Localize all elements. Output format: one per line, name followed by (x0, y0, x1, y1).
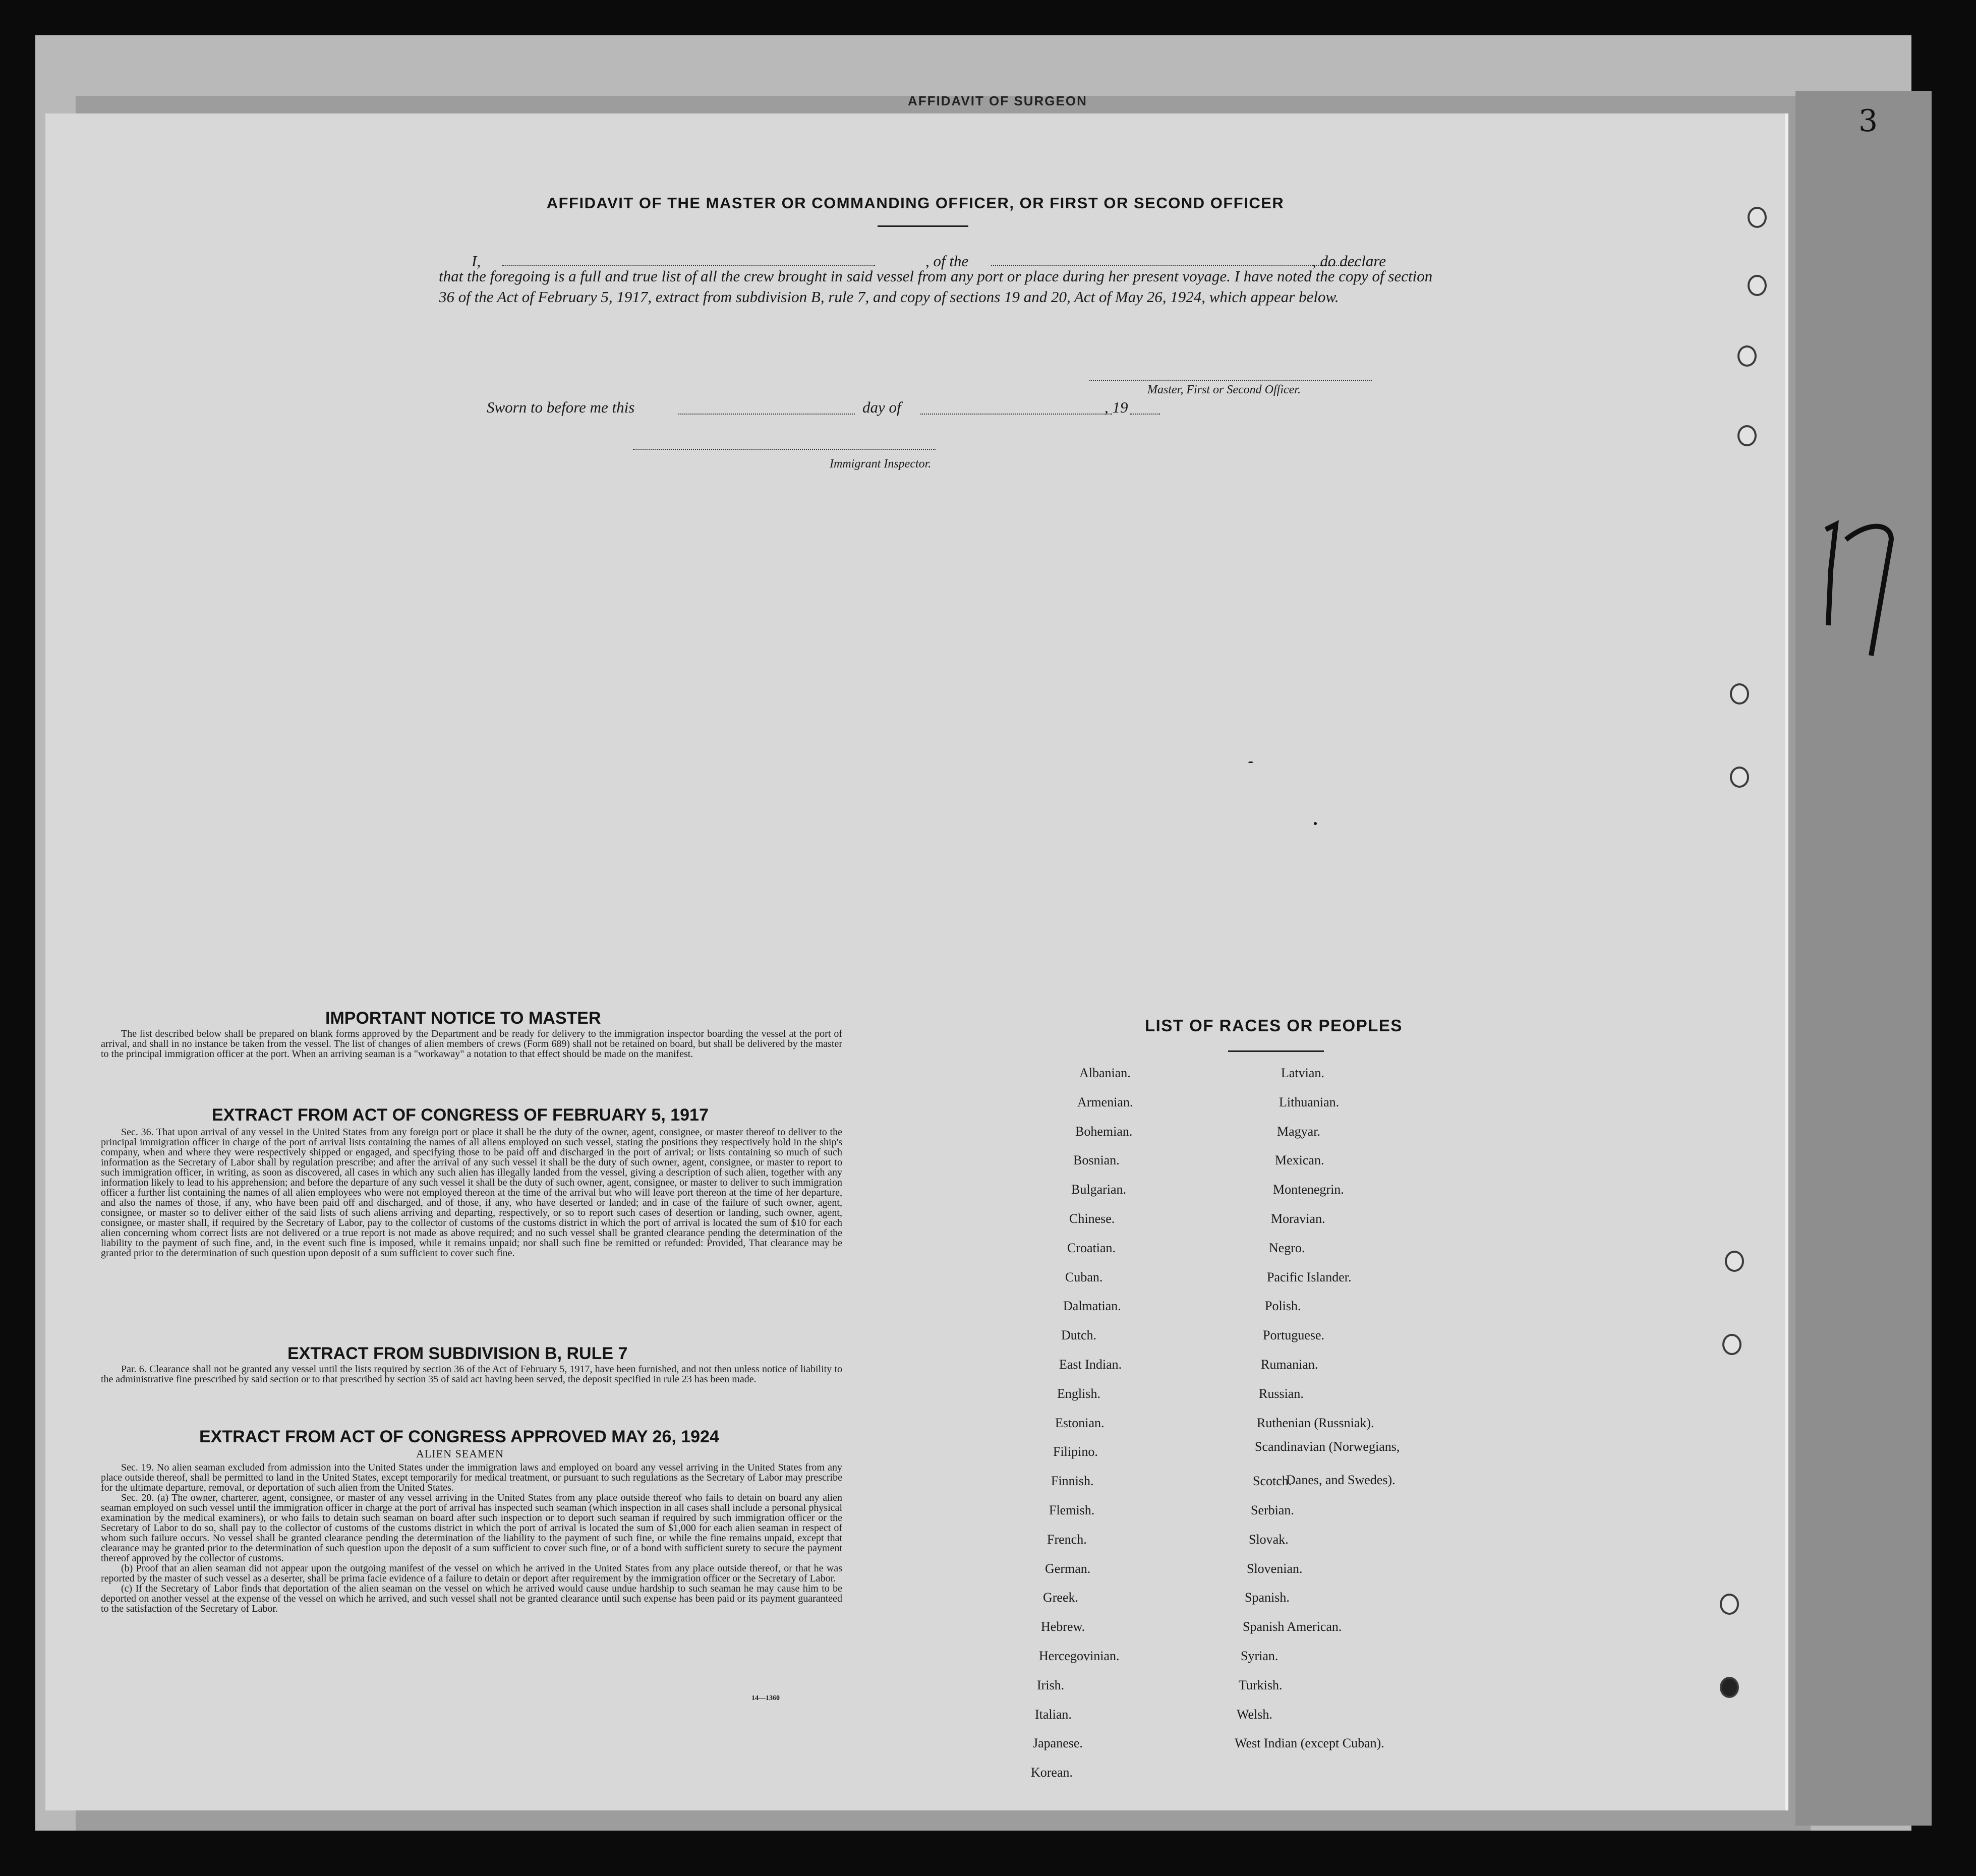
race-item: Hebrew. (1041, 1619, 1085, 1634)
sworn-year-blank[interactable] (1130, 414, 1160, 415)
race-item: Montenegrin. (1273, 1182, 1344, 1197)
handwritten-scribble (1816, 509, 1906, 661)
punch-hole (1720, 1594, 1739, 1615)
paragraph-6: Par. 6. Clearance shall not be granted any vessel until the lists required by section 36 of the Act of February 5, 1917, have been furnished, and not then unless notice of liability to the administrative fine prescribed by said section or to that prescribed by section 35 of said act having been served, the deposit specified in rule 23 has been made. (101, 1364, 842, 1385)
race-item: Dalmatian. (1063, 1299, 1121, 1313)
race-item: Negro. (1269, 1241, 1305, 1255)
race-item: Greek. (1043, 1590, 1079, 1605)
extract-1924-text (101, 1462, 842, 1614)
section-19-paragraph: Sec. 19. No alien seaman excluded from admission into the United States under the immigration laws and employed on board any vessel arriving in the United States from any place outside thereof, shall be permitted to land in the United States, except temporarily for medical treatment, or pursuant to such regulations as the Secretary of Labor may prescribe for the ultimate departure, removal, or deportation of such alien from the United States. (101, 1462, 842, 1493)
race-item: Polish. (1265, 1299, 1301, 1313)
back-page-title: AFFIDAVIT OF SURGEON (908, 93, 1087, 108)
extract-1917-heading: EXTRACT FROM ACT OF CONGRESS OF FEBRUARY 5, 1917 (212, 1105, 709, 1125)
affidavit-i-label: I, (472, 252, 481, 270)
race-item: East Indian. (1059, 1357, 1122, 1372)
day-of-label: day of (862, 398, 901, 416)
race-item: Rumanian. (1261, 1357, 1318, 1372)
race-item: Flemish. (1049, 1503, 1095, 1517)
race-item: Pacific Islander. (1267, 1270, 1352, 1284)
punch-hole (1737, 345, 1757, 367)
notice-text (101, 1029, 842, 1059)
punch-hole (1722, 1334, 1741, 1355)
master-signature-line[interactable] (1089, 380, 1372, 381)
sworn-day-blank[interactable] (678, 414, 855, 415)
document-sheet (45, 113, 1788, 1810)
race-item: Hercegovinian. (1039, 1649, 1120, 1663)
sworn-label: Sworn to before me this (487, 398, 635, 416)
race-item: Croatian. (1067, 1241, 1116, 1255)
race-item: German. (1045, 1561, 1091, 1576)
race-item: Cuban. (1065, 1270, 1103, 1284)
race-item: Japanese. (1033, 1736, 1083, 1750)
race-item: Bohemian. (1075, 1124, 1133, 1139)
race-item: Armenian. (1077, 1095, 1133, 1109)
race-item: Bosnian. (1073, 1153, 1120, 1167)
race-item: Danes, and Swedes). (1286, 1473, 1396, 1487)
extract-1917-text (101, 1127, 842, 1258)
notice-paragraph: The list described below shall be prepared on blank forms approved by the Department and be ready for delivery to the immigration inspector boarding the vessel at the port of arrival, and shall in no instance be taken from the vessel. The list of changes of alien members of crews (Form 689) shall not be retained on board, but shall be delivered by the master to the principal immigration officer at the port. When an arriving seaman is a "workaway" a notation to that effect should be made on the manifest. (101, 1028, 842, 1060)
affidavit-declare-label: , do declare (1312, 252, 1386, 270)
punch-hole (1730, 683, 1749, 705)
race-item: Estonian. (1055, 1416, 1105, 1430)
form-number: 14—1360 (751, 1694, 780, 1702)
extract-1924-heading: EXTRACT FROM ACT OF CONGRESS APPROVED MAY 26, 1924 (199, 1427, 719, 1446)
race-item: Lithuanian. (1279, 1095, 1340, 1109)
back-page-edge (1795, 91, 1932, 1826)
master-signature-caption: Master, First or Second Officer. (1147, 383, 1301, 396)
punch-hole (1737, 425, 1757, 446)
race-item: Turkish. (1239, 1678, 1283, 1692)
race-item: Moravian. (1271, 1211, 1325, 1226)
alien-seamen-subheading: ALIEN SEAMEN (416, 1447, 504, 1460)
inspector-signature-line[interactable] (633, 449, 936, 450)
race-item: West Indian (except Cuban). (1235, 1736, 1384, 1750)
section-36-paragraph: Sec. 36. That upon arrival of any vessel in the United States from any foreign port or place it shall be the duty of the owner, agent, consignee, or master thereof to deliver to the principal immigration officer in charge of the port of arrival lists containing the names of all aliens employed on such vessel, stating the positions they respectively hold in the ship's company, when and where they were respectively shipped or engaged, and specifying those to be paid off and discharged in the port of arrival; or lists containing so much of such information as the Secretary of Labor shall by regulation prescribe; and after the arrival of any such vessel it shall be the duty of such owner, agent, consignee, or master to report to such immigration officer, in writing, as soon as discovered, all cases in which any such alien has illegally landed from the vessel, giving a description of such alien, together with any information likely to lead to his apprehension; and before the departure of any such vessel it shall be the duty of such owner, agent, consignee, or master to deliver to such immigration officer a further list containing the names of all alien employees who were not employed thereon at the time of the arrival but who will leave port thereon at the time of her departure, and also the names of those, if any, who have been paid off and discharged, and of those, if any, who have deserted or landed; and in case of the failure of such owner, agent, consignee, or master so to deliver either of the said lists of such aliens arriving and departing, respectively, or so to report such cases of desertion or landing, such owner, agent, consignee, or master shall, if required by the Secretary of Labor, pay to the collector of customs of the customs district in which the port of arrival is located the sum of $10 for each alien concerning whom correct lists are not delivered or a true report is not made as above required; and no such vessel shall be granted clearance pending the determination of the liability to the payment of such fine, and, in the event such fine is imposed, while it remains unpaid; nor shall such fine be remitted or refunded: Provided, That clearance may be granted prior to the determination of such question upon deposit of a sum sufficient to cover such fine. (101, 1127, 842, 1259)
race-item: Italian. (1035, 1707, 1072, 1722)
section-20c-paragraph: (c) If the Secretary of Labor finds that deportation of the alien seaman on the vessel on which he arrived would cause undue hardship to such seaman he may cause him to be deported on another vessel at the expense of the vessel on which he arrived, and such vessel shall not be granted clearance until such expense has been paid or its payment guaranteed to the satisfaction of the Secretary of Labor. (101, 1583, 842, 1614)
punch-hole (1725, 1251, 1744, 1272)
affidavit-of-the-label: , of the (925, 252, 969, 270)
inspector-signature-caption: Immigrant Inspector. (830, 457, 932, 471)
paper-speck (1314, 822, 1317, 825)
race-item: Slovak. (1249, 1532, 1289, 1547)
year-label: , 19 (1105, 398, 1128, 416)
punch-hole (1720, 1677, 1739, 1698)
race-item: Syrian. (1241, 1649, 1278, 1663)
affidavit-title: AFFIDAVIT OF THE MASTER OR COMMANDING OFFICER, OR FIRST OR SECOND OFFICER (546, 194, 1285, 212)
race-item: Ruthenian (Russniak). (1257, 1416, 1374, 1430)
race-item: Latvian. (1281, 1066, 1324, 1080)
race-item: Spanish American. (1243, 1619, 1342, 1634)
race-item: Scotch. (1253, 1474, 1292, 1488)
races-title-rule (1228, 1050, 1324, 1052)
race-item: Filipino. (1053, 1444, 1098, 1459)
race-item: Korean. (1031, 1765, 1073, 1780)
race-item: French. (1047, 1532, 1087, 1547)
extract-rule7-text (101, 1364, 842, 1384)
title-rule (878, 225, 968, 227)
race-item: Welsh. (1237, 1707, 1272, 1722)
race-item: Russian. (1259, 1386, 1304, 1401)
section-20a-paragraph: Sec. 20. (a) The owner, charterer, agent, consignee, or master of any vessel arriving in the United States from any place outside thereof who fails to detain on board any alien seaman employed on such vessel until the immigration officer in charge at the port of arrival has inspected such seaman (which inspection in all cases shall include a personal physical examination by the medical examiners), or who fails to detain such seaman on board after such inspection or to deport such seaman if required by such immigration officer or the Secretary of Labor to do so, shall pay to the collector of customs of the customs district in which the port of arrival is located the sum of $1,000 for each alien seaman in respect of whom such failure occurs. No vessel shall be granted clearance pending the determination of the liability to the payment of such fine, or while the fine remains unpaid, except that clearance may be granted prior to the determination of such question upon the deposit of a sum sufficient to cover such fine, or of a bond with sufficient surety to secure the payment thereof approved by the collector of customs. (101, 1492, 842, 1564)
race-item: Albanian. (1079, 1066, 1131, 1080)
notice-heading: IMPORTANT NOTICE TO MASTER (325, 1009, 601, 1028)
extract-rule7-heading: EXTRACT FROM SUBDIVISION B, RULE 7 (287, 1344, 628, 1363)
handwritten-page-number: 3 (1858, 103, 1878, 139)
race-item: Portuguese. (1263, 1328, 1325, 1342)
race-item: Irish. (1037, 1678, 1065, 1692)
race-item: Finnish. (1051, 1474, 1094, 1488)
race-item: Spanish. (1245, 1590, 1290, 1605)
affidavit-body: that the foregoing is a full and true list of all the crew brought in said vessel from any port or place during her present voyage. I have noted the copy of section 36 of the Act of February 5, 1917, extract from subdivision B, rule 7, and copy of sections 19 and 20, Act of May 26, 1924, which appear below. (439, 267, 1433, 306)
sworn-month-blank[interactable] (920, 414, 1112, 415)
race-item: Mexican. (1275, 1153, 1324, 1167)
section-20b-paragraph: (b) Proof that an alien seaman did not appear upon the outgoing manifest of the vessel on which he arrived in the United States from any place outside thereof, or that he was reported by the master of such vessel as a deserter, shall be prima facie evidence of a failure to detain or deport after requirement by the immigration officer or the Secretary of Labor. (101, 1563, 842, 1584)
punch-hole (1730, 767, 1749, 788)
race-item: English. (1057, 1386, 1100, 1401)
race-item: Dutch. (1061, 1328, 1097, 1342)
race-item: Scandinavian (Norwegians, (1255, 1439, 1400, 1454)
race-item: Slovenian. (1247, 1561, 1303, 1576)
punch-hole (1748, 275, 1767, 296)
races-title: LIST OF RACES OR PEOPLES (1145, 1016, 1403, 1035)
race-item: Magyar. (1277, 1124, 1320, 1139)
paper-speck (1248, 761, 1253, 763)
race-item: Bulgarian. (1071, 1182, 1127, 1197)
race-item: Chinese. (1069, 1211, 1115, 1226)
race-item: Serbian. (1251, 1503, 1294, 1517)
